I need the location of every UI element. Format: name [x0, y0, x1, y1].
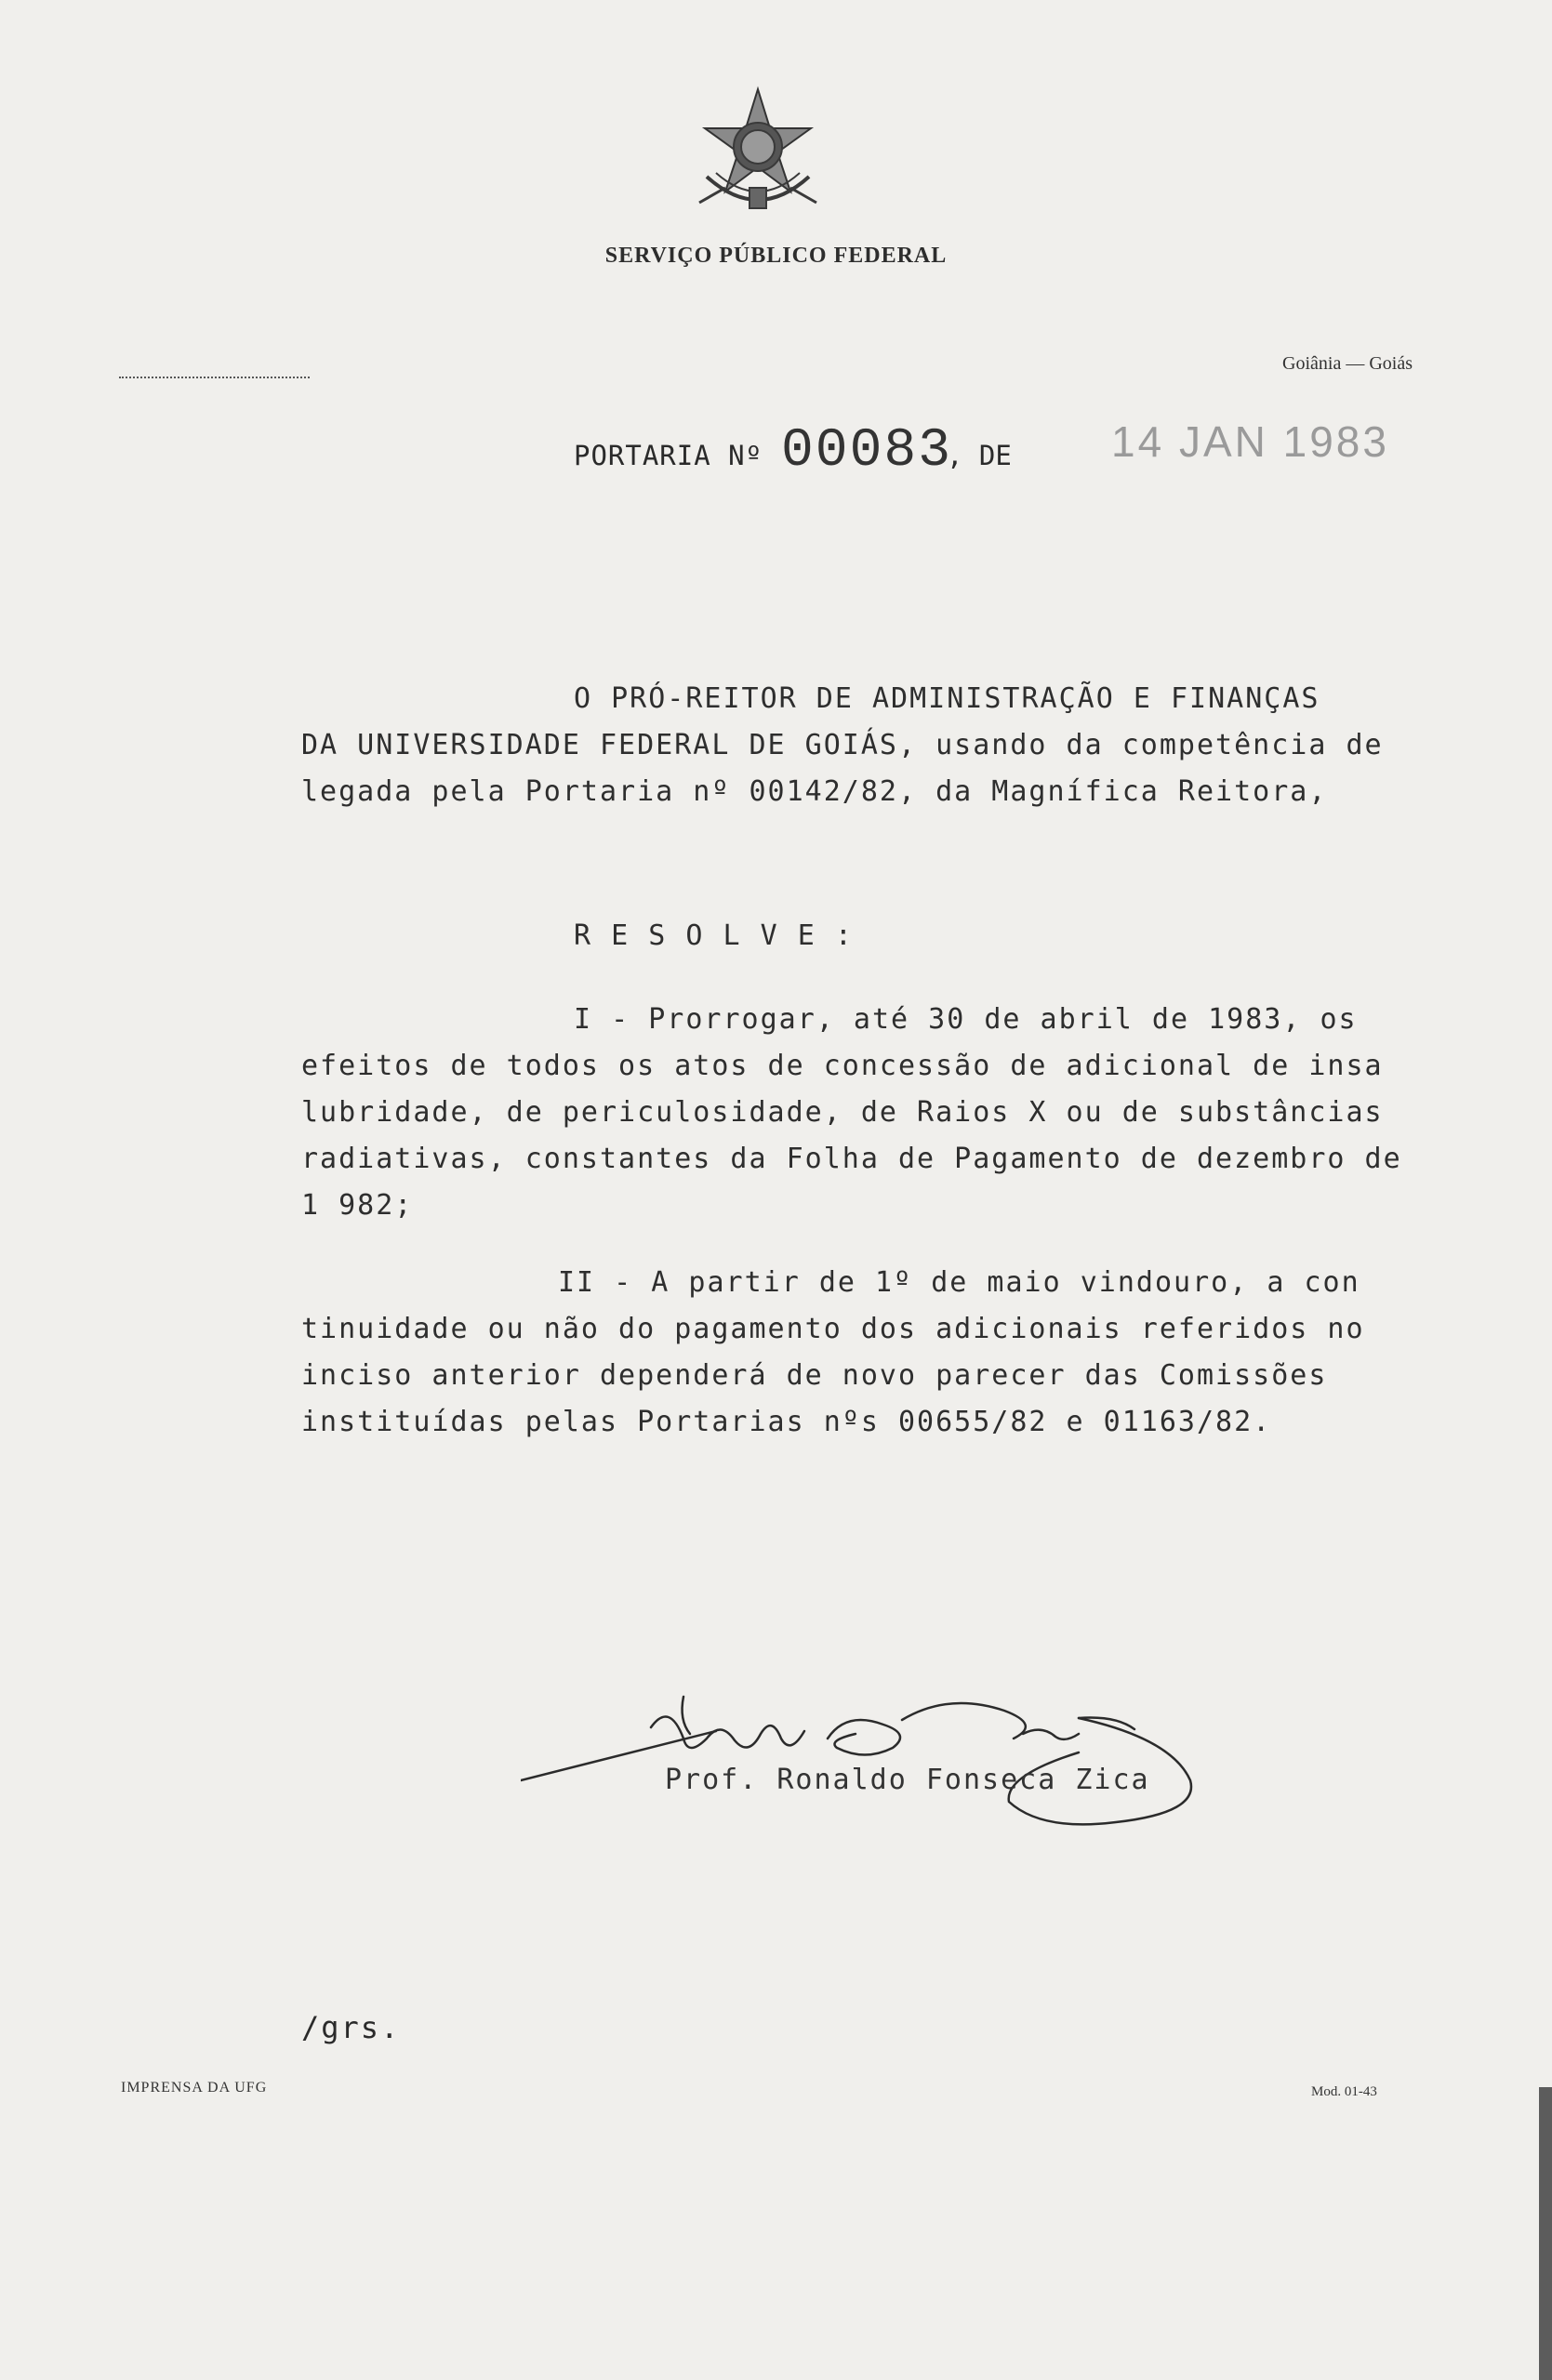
printer-footer: IMPRENSA DA UFG [121, 2080, 268, 2096]
item1-line: 1 982; [301, 1189, 414, 1222]
typist-initials: /grs. [301, 2010, 401, 2045]
coat-of-arms-icon [688, 84, 828, 223]
item1-line: radiativas, constantes da Folha de Pagamento de dezembro de [301, 1143, 1402, 1175]
preamble-line: O PRÓ-REITOR DE ADMINISTRAÇÃO E FINANÇAS [574, 682, 1320, 715]
preamble-line: DA UNIVERSIDADE FEDERAL DE GOIÁS, usando da competência de [301, 729, 1384, 761]
model-footer: Mod. 01-43 [1311, 2084, 1377, 2099]
item2-line: II - A partir de 1º de maio vindouro, a con [558, 1266, 1360, 1299]
portaria-label: PORTARIA Nº [574, 440, 763, 471]
location-label: Goiânia — Goiás [1282, 353, 1413, 374]
portaria-number: 00083 [781, 421, 953, 482]
signatory-name: Prof. Ronaldo Fonseca Zica [665, 1764, 1150, 1796]
item1-line: lubridade, de periculosidade, de Raios X ou de substâncias [301, 1096, 1384, 1129]
date-prefix: , DE [947, 440, 1012, 471]
item1-line: efeitos de todos os atos de concessão de adicional de insa [301, 1050, 1384, 1082]
item2-line: inciso anterior dependerá de novo parecer das Comissões [301, 1359, 1328, 1392]
item1-line: I - Prorrogar, até 30 de abril de 1983, os [574, 1003, 1358, 1036]
resolve-heading: R E S O L V E : [574, 919, 854, 952]
item2-line: tinuidade ou não do pagamento dos adicionais referidos no [301, 1313, 1365, 1345]
service-heading: SERVIÇO PÚBLICO FEDERAL [604, 244, 948, 268]
item2-line: instituídas pelas Portarias nºs 00655/82 e 01163/82. [301, 1406, 1272, 1438]
dotted-line [119, 377, 310, 378]
scan-edge [1539, 2087, 1552, 2380]
date-stamp: 14 JAN 1983 [1111, 417, 1389, 466]
preamble-line: legada pela Portaria nº 00142/82, da Magnífica Reitora, [301, 775, 1328, 808]
